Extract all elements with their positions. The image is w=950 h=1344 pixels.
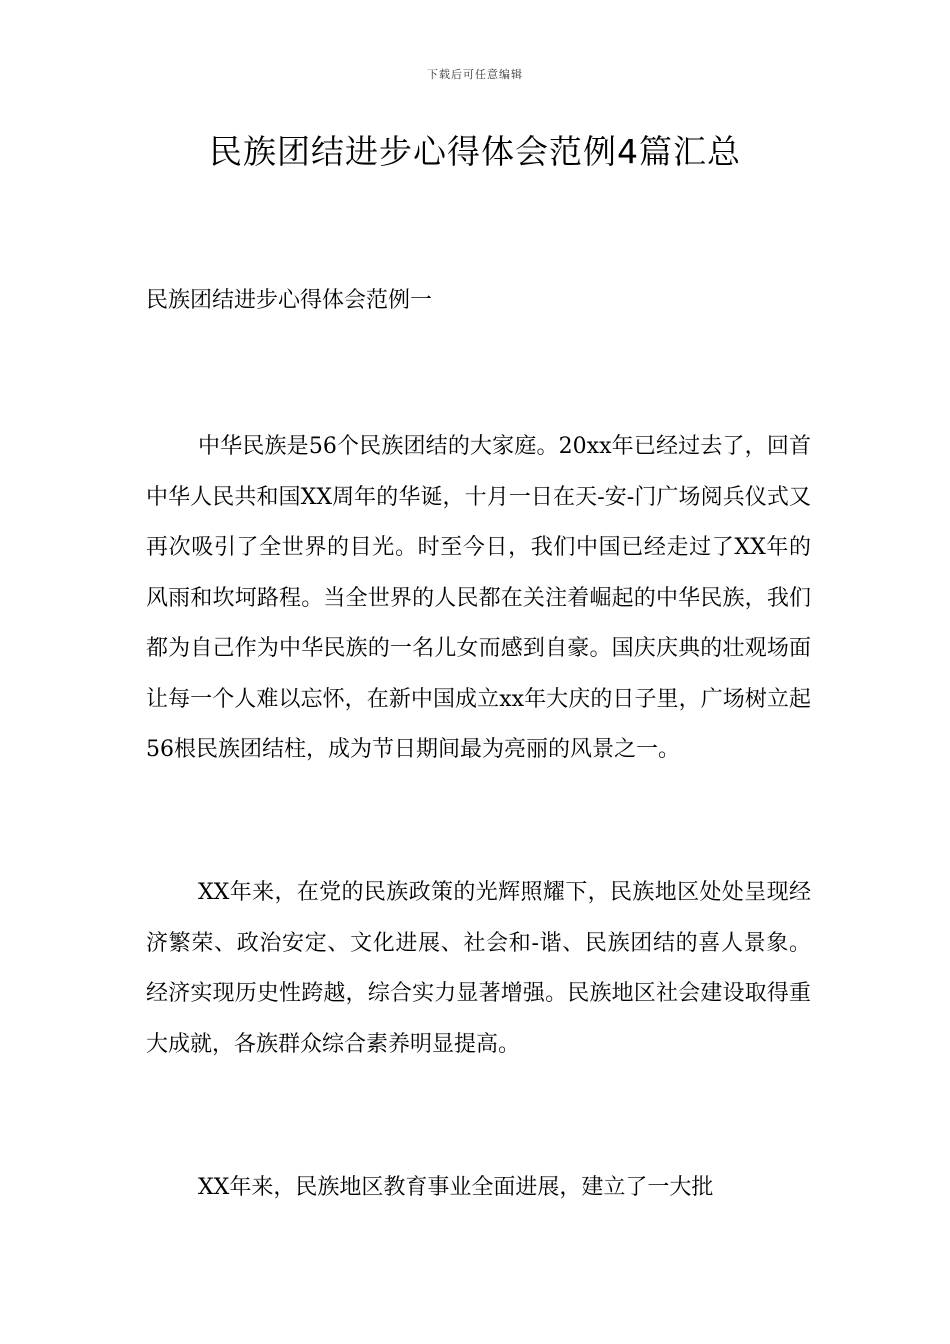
body-paragraph-2: XX年来，在党的民族政策的光辉照耀下，民族地区处处呈现经济繁荣、政治安定、文化进展、社会和-谐、民族团结的喜人景象。经济实现历史性跨越，综合实力显著增强。民族地区社会建设取得重大成就，各族群众综合素养明显提高。: [146, 880, 811, 1057]
body-paragraph-1: 中华民族是56个民族团结的大家庭。20xx年已经过去了，回首中华人民共和国XX周年的华诞，十月一日在天-安-门广场阅兵仪式又再次吸引了全世界的目光。时至今日，我们中国已经走过了XX年的风雨和坎坷路程。当全世界的人民都在关注着崛起的中华民族，我们都为自己作为中华民族的一名儿女而感到自豪。国庆庆典的壮观场面让每一个人难以忘怀，在新中国成立xx年大庆的日子里，广场树立起56根民族团结柱，成为节日期间最为亮丽的风景之一。: [146, 434, 811, 762]
header-note: 下载后可任意编辑: [427, 68, 523, 81]
body-paragraph-3: XX年来，民族地区教育事业全面进展，建立了一大批: [198, 1175, 714, 1200]
section-heading: 民族团结进步心得体会范例一: [146, 288, 433, 313]
document-title: 民族团结进步心得体会范例4篇汇总: [209, 132, 741, 171]
